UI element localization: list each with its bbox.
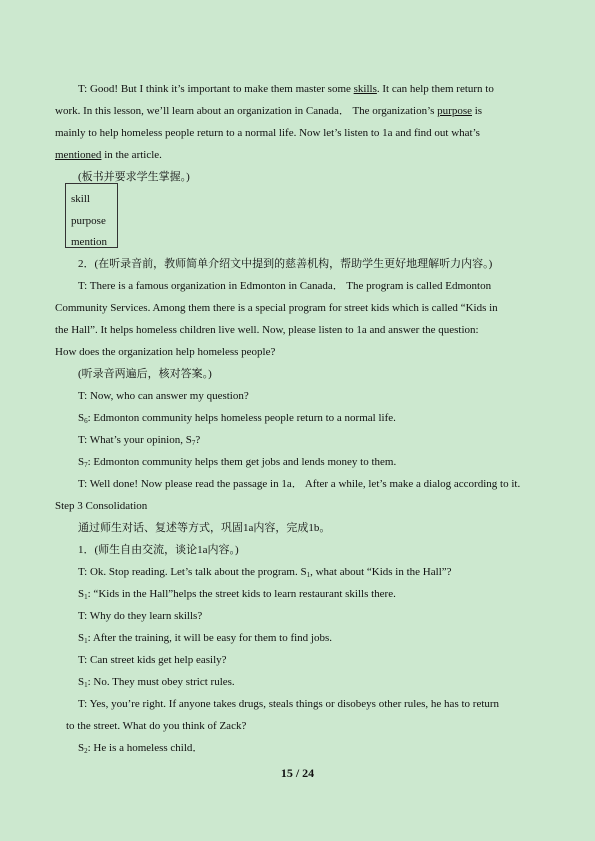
- dialog-line: T: Why do they learn skills?: [78, 610, 203, 622]
- speaker-index: 1: [84, 593, 88, 601]
- dialog-line: T: Now, who can answer my question?: [78, 390, 249, 402]
- text: T: Good! But I think it’s important to make them master some: [78, 83, 354, 95]
- dialog-line: [78, 587, 568, 601]
- text: , what about “Kids in the Hall”?: [310, 566, 452, 578]
- dialog-line: [78, 741, 568, 755]
- text: T: Ok. Stop reading. Let’s talk about the program. S: [78, 566, 307, 578]
- paragraph-line: [55, 148, 545, 162]
- speaker: S: [78, 456, 85, 468]
- speaker-index: 7: [191, 439, 196, 447]
- speaker-index: 6: [84, 417, 88, 425]
- text: in the article.: [101, 149, 162, 161]
- dialog-line: [78, 675, 568, 689]
- vocabulary-box: [65, 183, 118, 248]
- dialog-line: T: Can street kids get help easily?: [78, 654, 227, 666]
- speaker-index: 2: [84, 747, 88, 755]
- speaker-index: 1: [306, 571, 311, 579]
- vocab-item: purpose: [71, 215, 106, 227]
- speaker-index: 1: [84, 681, 88, 689]
- text: : Edmonton community helps them get jobs and lends money to them.: [87, 456, 397, 468]
- paragraph-line: [55, 104, 545, 118]
- step-heading: 2．(在听录音前，教师简单介绍文中提到的慈善机构，帮助学生更好地理解听力内容。): [78, 258, 493, 270]
- dialog-line: to the street. What do you think of Zack?: [66, 720, 247, 732]
- underlined-word: purpose: [437, 105, 472, 117]
- instruction: 1．(师生自由交流，谈论1a内容。): [78, 544, 239, 556]
- text: : “Kids in the Hall”helps the street kids to learn restaurant skills there.: [87, 588, 396, 600]
- teacher-note: (板书并要求学生掌握。): [78, 171, 190, 183]
- vocab-item: skill: [71, 193, 90, 205]
- underlined-word: mentioned: [55, 149, 102, 161]
- text: : After the training, it will be easy for them to find jobs.: [87, 632, 333, 644]
- text: work. In this lesson, we’ll learn about an organization in Canada． The organization’s: [55, 105, 438, 117]
- dialog-line: [78, 455, 568, 469]
- paragraph-line: T: There is a famous organization in Edmonton in Canada． The program is called Edmonton: [78, 280, 492, 292]
- dialog-line: [78, 433, 568, 447]
- paragraph-line: How does the organization help homeless people?: [55, 346, 276, 358]
- text: . It can help them return to: [376, 83, 494, 95]
- paragraph-line: [78, 82, 568, 96]
- text: : Edmonton community helps homeless people return to a normal life.: [87, 412, 396, 424]
- page-number: 15 / 24: [280, 766, 315, 780]
- text: T: What’s your opinion, S: [78, 434, 192, 446]
- speaker: S: [78, 588, 85, 600]
- speaker: S: [78, 742, 85, 754]
- speaker-index: 7: [84, 461, 88, 469]
- speaker: S: [78, 676, 85, 688]
- dialog-line: T: Yes, you’re right. If anyone takes drugs, steals things or disobeys other rules, he has to return: [78, 698, 500, 710]
- instruction: 通过师生对话、复述等方式，巩固1a内容，完成1b。: [78, 522, 331, 534]
- speaker: S: [78, 412, 85, 424]
- dialog-line: [78, 411, 568, 425]
- paragraph-line: mainly to help homeless people return to a normal life. Now let’s listen to 1a and find out what’s: [55, 127, 480, 139]
- underlined-word: skills: [353, 83, 377, 95]
- dialog-line: [78, 631, 568, 645]
- text: : No. They must obey strict rules.: [87, 676, 235, 688]
- text: : He is a homeless child．: [87, 742, 204, 754]
- speaker-index: 1: [84, 637, 88, 645]
- vocab-item: mention: [71, 236, 108, 248]
- dialog-line: [78, 565, 568, 579]
- paragraph-line: Community Services. Among them there is a special program for street kids which is called “Kids in: [55, 302, 498, 314]
- paragraph-line: the Hall”. It helps homeless children live well. Now, please listen to 1a and answer the question:: [55, 324, 479, 336]
- dialog-line: T: Well done! Now please read the passage in 1a． After a while, let’s make a dialog according to it.: [78, 478, 521, 490]
- text: is: [472, 105, 483, 117]
- speaker: S: [78, 632, 85, 644]
- teacher-note: (听录音两遍后，核对答案。): [78, 368, 212, 380]
- step-heading: Step 3 Consolidation: [55, 500, 148, 512]
- text: ?: [195, 434, 201, 446]
